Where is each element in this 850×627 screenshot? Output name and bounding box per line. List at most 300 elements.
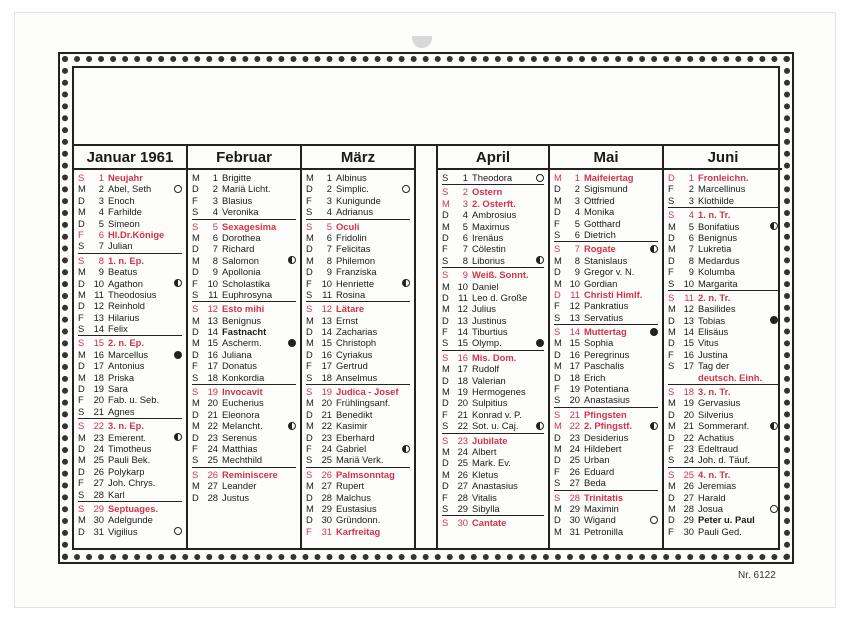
name-day: Reinhold	[108, 300, 146, 312]
weekday-letter: M	[306, 480, 314, 492]
name-day: 3. n. Ep.	[108, 420, 144, 432]
day-number: 12	[207, 303, 218, 315]
day-number: 18	[569, 371, 580, 383]
name-day: Esto mihi	[222, 303, 265, 315]
name-day: Christi Himlf.	[584, 288, 643, 300]
name-day: Timotheus	[108, 442, 152, 454]
weekday-letter: S	[668, 386, 675, 398]
weekday-letter: M	[668, 420, 676, 432]
day-row	[78, 183, 182, 194]
day-row	[306, 206, 410, 217]
week-block	[554, 172, 658, 242]
day-row	[192, 221, 296, 232]
weekday-letter: D	[78, 277, 85, 289]
week-block	[78, 337, 182, 419]
moon-phase-icon	[174, 527, 182, 535]
day-row	[192, 266, 296, 277]
day-row	[668, 409, 778, 420]
name-day: Albert	[472, 445, 497, 457]
day-number: 19	[683, 397, 694, 409]
day-number: 18	[321, 371, 332, 383]
name-day: Philemon	[336, 254, 376, 266]
name-day: 1. n. Ep.	[108, 254, 144, 266]
day-row	[78, 514, 182, 525]
day-row	[306, 514, 410, 525]
day-row	[554, 349, 658, 360]
weekday-letter: M	[78, 266, 86, 278]
weekday-letter: S	[306, 371, 313, 383]
name-day: Tobias	[698, 314, 726, 326]
day-row	[306, 492, 410, 503]
weekday-letter: D	[306, 266, 313, 278]
day-row	[668, 480, 778, 491]
name-day: Eucherius	[222, 397, 264, 409]
name-day: Maximus	[472, 220, 510, 232]
day-row	[554, 420, 658, 431]
weekday-letter: S	[554, 477, 561, 489]
weekday-letter: S	[442, 186, 449, 198]
day-row	[442, 517, 544, 528]
day-row	[554, 409, 658, 420]
weekday-letter: F	[192, 277, 198, 289]
weekday-letter: D	[306, 491, 313, 503]
day-row	[668, 349, 778, 360]
name-day: Mechthild	[222, 454, 263, 466]
weekday-letter: M	[306, 254, 314, 266]
weekday-letter: S	[554, 228, 561, 240]
day-row	[78, 337, 182, 348]
day-row	[306, 221, 410, 232]
week-block	[554, 492, 658, 539]
name-day: Abel, Seth	[108, 183, 152, 195]
moon-phase-icon	[174, 433, 182, 441]
weekday-letter: D	[78, 194, 85, 206]
day-row	[554, 229, 658, 240]
day-number: 1	[212, 172, 218, 183]
name-day: Karfreitag	[336, 525, 381, 537]
day-number: 2	[326, 183, 332, 195]
name-day: Kasimir	[336, 420, 368, 432]
name-day: Silverius	[698, 408, 734, 420]
weekday-letter: F	[306, 442, 312, 454]
name-day: 2. n. Tr.	[698, 291, 731, 303]
day-number: 4	[688, 209, 694, 221]
weekday-letter: M	[192, 420, 200, 432]
day-number: 20	[93, 394, 104, 406]
day-number: 28	[321, 491, 332, 503]
name-day: Julius	[472, 303, 496, 315]
name-day: Muttertag	[584, 326, 627, 338]
name-day: Konrad v. P.	[472, 408, 522, 420]
day-row	[554, 477, 658, 488]
weekday-letter: M	[668, 480, 676, 492]
weekday-letter: S	[78, 405, 85, 417]
name-day: Kunigunde	[336, 194, 381, 206]
moon-phase-icon	[174, 185, 182, 193]
weekday-letter: S	[668, 194, 675, 206]
weekday-letter: M	[78, 206, 86, 218]
weekday-letter: M	[554, 502, 562, 514]
weekday-letter: M	[668, 502, 676, 514]
day-row	[668, 255, 778, 266]
day-number: 30	[321, 514, 332, 526]
name-day: Fronleichn.	[698, 172, 749, 183]
day-number: 2	[574, 183, 580, 195]
day-number: 31	[93, 525, 104, 537]
day-row	[442, 269, 544, 280]
weekday-letter: F	[668, 442, 674, 454]
weekday-letter: D	[554, 431, 561, 443]
catalog-number: Nr. 6122	[738, 570, 776, 581]
day-number: 21	[457, 408, 468, 420]
weekday-letter: D	[668, 514, 675, 526]
name-day: Basilides	[698, 303, 736, 315]
weekday-letter: S	[668, 291, 675, 303]
weekday-letter: S	[554, 491, 561, 503]
name-day: Lukretia	[698, 243, 732, 255]
day-row	[668, 183, 778, 194]
name-day: Adrianus	[336, 206, 374, 218]
name-day: Justina	[698, 348, 728, 360]
day-number: 27	[93, 477, 104, 489]
day-number: 1	[688, 172, 694, 183]
week-block	[78, 172, 182, 254]
day-row	[306, 326, 410, 337]
day-row	[668, 386, 778, 397]
day-number: 13	[321, 314, 332, 326]
name-day: 2. Osterft.	[472, 197, 516, 209]
day-row	[192, 315, 296, 326]
name-day: Rogate	[584, 243, 616, 255]
day-row	[192, 195, 296, 206]
day-row	[306, 255, 410, 266]
name-day: Ascherm.	[222, 337, 262, 349]
weekday-letter: S	[668, 454, 675, 466]
day-row	[554, 266, 658, 277]
name-day: Fastnacht	[222, 326, 267, 338]
day-row	[78, 432, 182, 443]
weekday-letter: M	[554, 254, 562, 266]
day-number: 20	[207, 397, 218, 409]
weekday-letter: M	[554, 360, 562, 372]
day-number: 1	[98, 172, 104, 183]
day-number: 13	[93, 311, 104, 323]
day-number: 21	[93, 405, 104, 417]
name-day: Simplic.	[336, 183, 369, 195]
day-row	[554, 394, 658, 405]
day-number: 31	[321, 525, 332, 537]
weekday-letter: F	[306, 277, 312, 289]
day-number: 12	[321, 303, 332, 315]
weekday-letter: S	[192, 288, 199, 300]
day-row	[442, 303, 544, 314]
day-row	[668, 243, 778, 254]
day-number: 21	[321, 408, 332, 420]
day-number: 29	[569, 502, 580, 514]
day-row	[554, 243, 658, 254]
day-number: 25	[683, 468, 694, 480]
name-day: Ostern	[472, 186, 503, 198]
day-number: 26	[93, 465, 104, 477]
weekday-letter: S	[306, 220, 313, 232]
name-day: Dorothea	[222, 231, 261, 243]
name-day: Pauli Bek.	[108, 454, 151, 466]
name-day: Benignus	[698, 231, 738, 243]
weekday-letter: M	[554, 277, 562, 289]
day-number: 30	[683, 525, 694, 537]
weekday-letter: M	[78, 371, 86, 383]
day-row	[442, 503, 544, 514]
day-row	[78, 394, 182, 405]
day-row	[306, 266, 410, 277]
name-day: Serenus	[222, 431, 257, 443]
weekday-letter: S	[192, 454, 199, 466]
day-row	[78, 218, 182, 229]
day-number: 22	[93, 420, 104, 432]
weekday-letter: M	[306, 231, 314, 243]
day-number: 8	[212, 254, 218, 266]
weekday-letter: M	[306, 502, 314, 514]
day-row	[668, 526, 778, 537]
moon-phase-icon	[288, 256, 296, 264]
name-day: Kolumba	[698, 266, 736, 278]
day-number: 15	[457, 337, 468, 349]
day-row	[554, 195, 658, 206]
weekday-letter: S	[306, 468, 313, 480]
moon-phase-icon	[650, 245, 658, 253]
weekday-letter: D	[192, 408, 199, 420]
day-number: 11	[322, 288, 332, 300]
day-number: 30	[93, 514, 104, 526]
name-day: Fab. u. Seb.	[108, 394, 160, 406]
week-block	[78, 503, 182, 538]
day-row	[192, 326, 296, 337]
moon-phase-icon	[288, 339, 296, 347]
name-day: Marcellus	[108, 348, 149, 360]
week-block	[442, 186, 544, 268]
day-number: 18	[207, 371, 218, 383]
weekday-letter: S	[668, 277, 675, 289]
name-day: Marcellinus	[698, 183, 746, 195]
day-number: 9	[98, 266, 104, 278]
name-day: Theodora	[472, 172, 513, 183]
day-row	[192, 409, 296, 420]
calendar-grid	[72, 66, 780, 550]
day-row	[306, 360, 410, 371]
day-row	[668, 432, 778, 443]
day-number: 24	[207, 442, 218, 454]
day-number: 12	[683, 303, 694, 315]
name-day: Karl	[108, 488, 125, 500]
day-number: 3	[326, 194, 332, 206]
weekday-letter: D	[78, 217, 85, 229]
name-day: Eberhard	[336, 431, 375, 443]
weekday-letter: F	[442, 243, 448, 255]
weekday-letter: M	[192, 172, 200, 183]
day-row	[306, 386, 410, 397]
day-number: 7	[98, 240, 104, 252]
name-day: Tiburtius	[472, 326, 508, 338]
day-row	[554, 172, 658, 183]
name-day: Invocavit	[222, 386, 263, 398]
name-day: Mark. Ev.	[472, 457, 511, 469]
day-number: 13	[683, 314, 694, 326]
name-day: Sara	[108, 383, 128, 395]
weekday-letter: F	[554, 217, 560, 229]
moon-phase-icon	[536, 256, 544, 264]
day-number: 28	[457, 491, 468, 503]
day-number: 13	[569, 311, 580, 323]
weekday-letter: M	[668, 397, 676, 409]
day-row	[78, 278, 182, 289]
day-row	[306, 503, 410, 514]
day-row	[78, 406, 182, 417]
day-row	[78, 172, 182, 183]
weekday-letter: M	[306, 172, 314, 183]
day-row	[78, 526, 182, 537]
day-number: 10	[457, 280, 468, 292]
name-day: Urban	[584, 454, 610, 466]
name-day: Beda	[584, 477, 606, 489]
day-row	[442, 457, 544, 468]
name-day: Anselmus	[336, 371, 378, 383]
day-row	[192, 349, 296, 360]
day-number: 13	[207, 314, 218, 326]
name-day: 2. Pfingstf.	[584, 420, 632, 432]
name-day: Septuages.	[108, 502, 159, 514]
day-row	[442, 172, 544, 183]
weekday-letter: D	[442, 374, 449, 386]
name-day: Jubilate	[472, 434, 508, 446]
name-day: Albinus	[336, 172, 367, 183]
day-row	[192, 337, 296, 348]
name-day: Justus	[222, 491, 250, 503]
weekday-letter: D	[306, 431, 313, 443]
day-row	[668, 397, 778, 408]
week-block	[668, 209, 778, 291]
name-day: Servatius	[584, 311, 624, 323]
day-row	[668, 492, 778, 503]
name-day: Sexagesima	[222, 220, 277, 232]
day-number: 29	[93, 502, 104, 514]
day-row	[442, 198, 544, 209]
weekday-letter: M	[442, 363, 450, 375]
day-number: 1	[462, 172, 468, 183]
weekday-letter: F	[554, 300, 560, 312]
day-number: 30	[457, 517, 468, 529]
day-row	[192, 278, 296, 289]
day-row	[442, 409, 544, 420]
weekday-letter: M	[442, 445, 450, 457]
day-number: 8	[326, 254, 332, 266]
week-block	[442, 172, 544, 185]
day-number: 8	[98, 254, 104, 266]
weekday-letter: F	[78, 228, 84, 240]
weekday-letter: D	[554, 348, 561, 360]
name-day: Lätare	[336, 303, 365, 315]
week-block	[554, 243, 658, 325]
name-day: Sibylla	[472, 502, 500, 514]
day-row	[78, 466, 182, 477]
day-row	[442, 446, 544, 457]
name-day: Achatius	[698, 431, 734, 443]
weekday-letter: D	[306, 243, 313, 255]
day-number: 22	[683, 431, 694, 443]
weekday-letter: M	[668, 303, 676, 315]
name-day: Gregor v. N.	[584, 266, 635, 278]
weekday-letter: D	[554, 183, 561, 195]
name-day: Oculi	[336, 220, 360, 232]
weekday-letter: M	[78, 454, 86, 466]
weekday-letter: D	[668, 337, 675, 349]
day-number: 7	[326, 243, 332, 255]
moon-phase-icon	[402, 279, 410, 287]
day-row	[306, 397, 410, 408]
day-row	[192, 443, 296, 454]
weekday-letter: D	[554, 266, 561, 278]
moon-phase-icon	[650, 328, 658, 336]
day-number: 16	[207, 348, 218, 360]
day-row	[192, 420, 296, 431]
name-day: Gertrud	[336, 360, 368, 372]
name-day: Monika	[584, 206, 615, 218]
name-day: Mis. Dom.	[472, 351, 517, 363]
weekday-letter: D	[442, 397, 449, 409]
weekday-letter: F	[442, 326, 448, 338]
name-day: Rudolf	[472, 363, 500, 375]
name-day: Josua	[698, 502, 724, 514]
day-row	[554, 255, 658, 266]
day-row	[78, 503, 182, 514]
name-day: Matthias	[222, 442, 258, 454]
day-row	[192, 172, 296, 183]
day-row	[78, 477, 182, 488]
day-number: 26	[207, 468, 218, 480]
day-row	[668, 469, 778, 480]
month-column	[550, 170, 664, 548]
day-number: 28	[569, 491, 580, 503]
day-number: 25	[457, 457, 468, 469]
weekday-letter: S	[442, 517, 449, 529]
weekday-letter: S	[192, 303, 199, 315]
name-day: Tag der	[698, 360, 730, 372]
day-number: 22	[321, 420, 332, 432]
day-number: 10	[569, 277, 580, 289]
day-row	[442, 480, 544, 491]
day-row	[78, 360, 182, 371]
weekday-letter: M	[306, 337, 314, 349]
weekday-letter: S	[668, 209, 675, 221]
day-number: 19	[93, 383, 104, 395]
weekday-letter: D	[442, 457, 449, 469]
weekday-letter: S	[554, 394, 561, 406]
day-number: 23	[683, 442, 694, 454]
day-number: 5	[462, 220, 468, 232]
day-row	[306, 183, 410, 194]
name-day: Ernst	[336, 314, 358, 326]
day-number: 9	[688, 266, 694, 278]
day-row	[668, 315, 778, 326]
name-day: Rupert	[336, 480, 365, 492]
name-day: 2. n. Ep.	[108, 337, 144, 349]
day-number: 23	[93, 431, 104, 443]
name-day: Sot. u. Caj.	[472, 420, 519, 432]
week-block	[306, 386, 410, 468]
day-row	[442, 337, 544, 348]
day-number: 9	[212, 266, 218, 278]
day-number: 17	[683, 360, 694, 372]
weekday-letter: F	[306, 194, 312, 206]
